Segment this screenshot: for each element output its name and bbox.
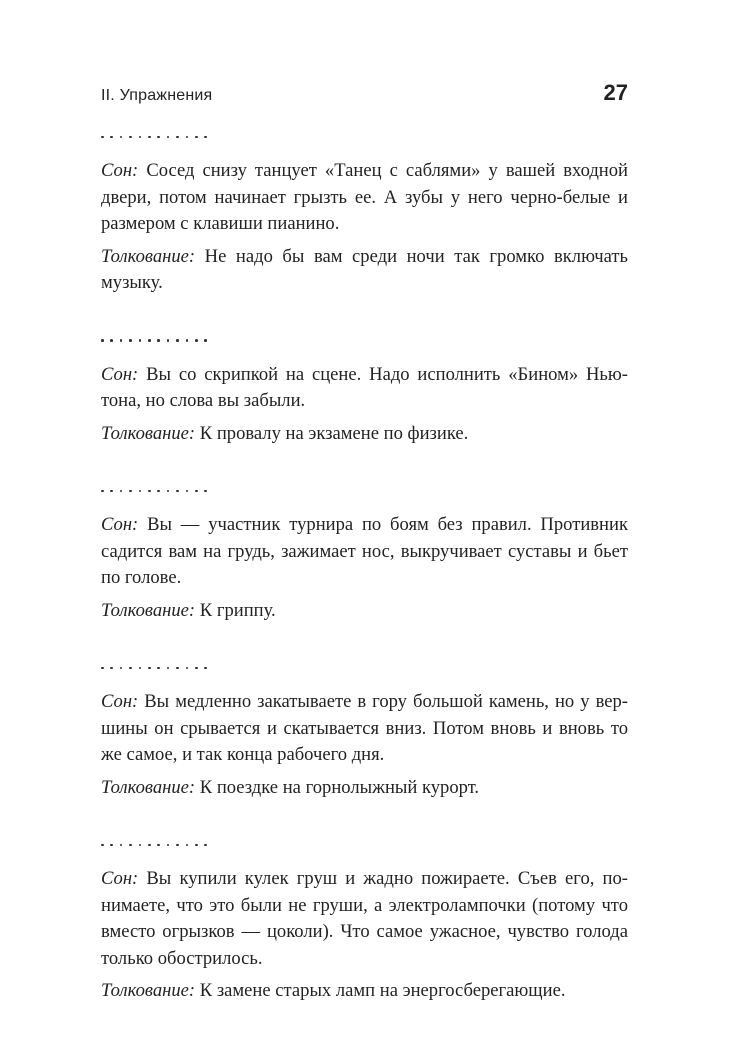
dream-entry (101, 334, 628, 448)
dream-text: Вы купили кулек груш и жадно пожираете. Съев его, понимаете, что это были не груши, а электролампочки (потому что вместо огрызков — цоколи). Что самое ужасное, чувство голода только обострилось. (101, 868, 628, 969)
dream-text: Вы медленно закатываете в гору большой камень, но у вершины он срывается и скатывается вниз. Потом вновь и вновь то же самое, и так конца рабочего дня. (101, 691, 628, 765)
dream-entries (101, 130, 628, 1042)
section-title: II. Упражнения (101, 87, 213, 104)
interpretation-label: Толкование: (101, 422, 196, 444)
interpretation-text: Не надо бы вам среди ночи так громко включать музыку. (101, 245, 628, 293)
interpretation-paragraph (101, 244, 628, 297)
interpretation-paragraph (101, 978, 628, 1005)
interpretation-paragraph (101, 775, 628, 802)
dotted-divider (101, 334, 628, 348)
interpretation-paragraph (101, 421, 628, 448)
interpretation-text: К поездке на горнолыжный курорт. (199, 776, 480, 798)
dream-label: Сон: (101, 160, 139, 181)
interpretation-paragraph (101, 598, 628, 625)
dream-paragraph (101, 866, 628, 972)
dream-entry (101, 838, 628, 1005)
dream-entry (101, 661, 628, 801)
dotted-divider (101, 484, 628, 498)
dream-label: Сон: (101, 691, 139, 712)
dream-label: Сон: (101, 514, 139, 535)
dream-paragraph (101, 362, 628, 415)
interpretation-label: Толкование: (101, 980, 196, 1001)
interpretation-text: К гриппу. (199, 599, 276, 621)
dream-paragraph (101, 512, 628, 592)
interpretation-label: Толкование: (101, 776, 196, 798)
dream-entry (101, 484, 628, 624)
dream-label: Сон: (101, 363, 139, 385)
interpretation-label: Толкование: (101, 599, 196, 621)
running-header (101, 80, 628, 110)
dream-label: Сон: (101, 868, 139, 889)
dotted-divider (101, 661, 628, 675)
dream-entry (101, 130, 628, 297)
dream-paragraph (101, 689, 628, 769)
dotted-divider (101, 838, 628, 852)
page-number: 27 (603, 80, 628, 105)
interpretation-text: К замене старых ламп на энергосберегающие. (199, 980, 566, 1001)
interpretation-text: К провалу на экзамене по физике. (199, 422, 469, 444)
dream-paragraph (101, 158, 628, 238)
dotted-divider (101, 130, 628, 144)
dream-text: Сосед снизу танцует «Танец с саблями» у вашей входной двери, потом начинает грызть ее. А зубы у него черно-белые и размером с клавиши пианино. (101, 160, 628, 234)
interpretation-label: Толкование: (101, 245, 196, 267)
dream-text: Вы со скрипкой на сцене. Надо исполнить «Бином» Ньютона, но слова вы забыли. (101, 363, 628, 411)
dream-text: Вы — участник турнира по боям без правил. Противник садится вам на грудь, зажимает нос, выкручивает суставы и бьет по голове. (101, 514, 628, 588)
